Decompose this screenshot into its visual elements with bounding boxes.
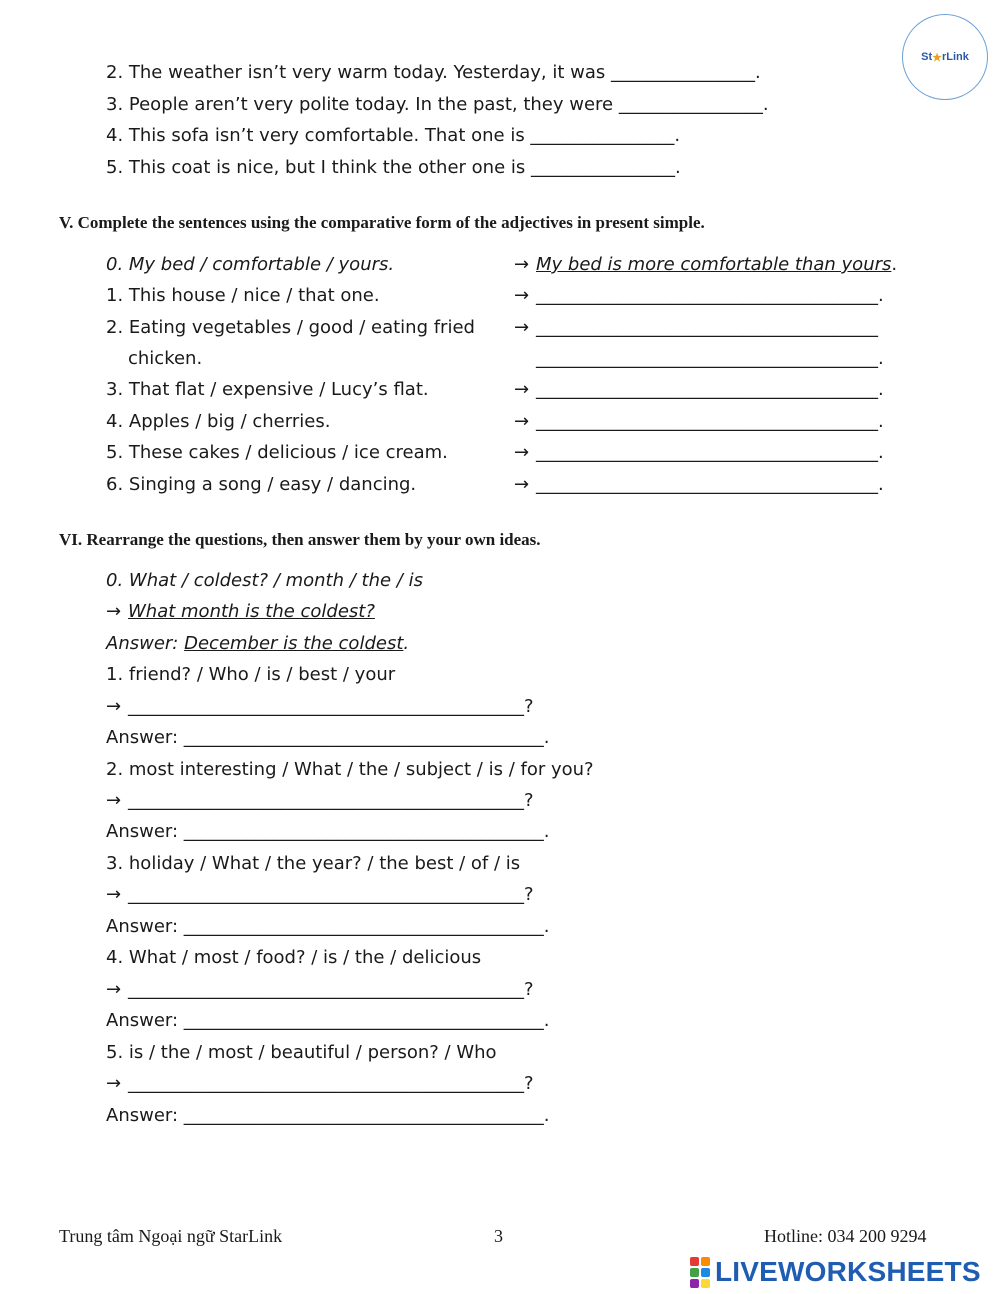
- arrow-icon: →: [514, 285, 530, 306]
- s6-answer-blank-2[interactable]: ________________________________________.: [183, 821, 550, 842]
- s5-prompt-1: 1. This house / nice / that one.: [106, 285, 380, 306]
- starlink-logo: [902, 14, 988, 100]
- arrow-icon: →: [106, 979, 122, 1000]
- s4-line-5: 5. This coat is nice, but I think the other one is ________________.: [106, 157, 681, 178]
- s4-line-2: 2. The weather isn’t very warm today. Yesterday, it was ________________.: [106, 62, 761, 83]
- liveworksheets-logo-icon: [690, 1257, 710, 1288]
- s4-line-4: 4. This sofa isn’t very comfortable. That one is ________________.: [106, 125, 681, 146]
- s6-question-4: [106, 979, 534, 1001]
- s6-question-2: [106, 790, 534, 812]
- s6-answer-blank-3[interactable]: ________________________________________.: [183, 916, 550, 937]
- s5-prompt-6: 6. Singing a song / easy / dancing.: [106, 474, 417, 495]
- s5-prompt-3: 3. That flat / expensive / Lucy’s flat.: [106, 379, 429, 400]
- s5-blank-3[interactable]: ______________________________________.: [536, 379, 884, 400]
- s6-answer-2: [106, 821, 550, 843]
- s5-answer-4: [514, 411, 884, 433]
- s6-prompt-3: 3. holiday / What / the year? / the best / of / is: [106, 853, 521, 874]
- s5-prompt-2-cont: chicken.: [128, 348, 203, 369]
- s5-blank-6[interactable]: ______________________________________.: [536, 474, 884, 495]
- s5-blank-2b[interactable]: ______________________________________.: [536, 348, 884, 369]
- arrow-icon: →: [106, 1073, 122, 1094]
- arrow-icon: →: [106, 601, 122, 622]
- s6-example-question: What month is the coldest?: [128, 601, 375, 622]
- s6-prompt-5: 5. is / the / most / beautiful / person? / Who: [106, 1042, 497, 1063]
- arrow-icon: →: [514, 254, 530, 275]
- s6-answer-1: [106, 727, 550, 749]
- s5-answer-3: [514, 379, 884, 401]
- s6-question-blank-1[interactable]: ____________________________________________?: [128, 696, 534, 717]
- s5-blank-1[interactable]: ______________________________________.: [536, 285, 884, 306]
- s6-answer-label-4: Answer:: [106, 1010, 179, 1031]
- footer-page-number: 3: [494, 1226, 503, 1246]
- s6-question-blank-3[interactable]: ____________________________________________?: [128, 884, 534, 905]
- logo-square: [690, 1279, 699, 1288]
- logo-square: [690, 1257, 699, 1266]
- logo-square: [701, 1268, 710, 1277]
- s6-question-blank-2[interactable]: ____________________________________________?: [128, 790, 534, 811]
- s5-blank-5[interactable]: ______________________________________.: [536, 442, 884, 463]
- arrow-icon: →: [514, 411, 530, 432]
- logo-square: [701, 1279, 710, 1288]
- s6-answer-label-3: Answer:: [106, 916, 179, 937]
- s6-example-answer-end: .: [403, 633, 410, 654]
- logo-square: [701, 1257, 710, 1266]
- s6-example-answer: December is the coldest: [184, 633, 404, 654]
- s6-prompt-4: 4. What / most / food? / is / the / delicious: [106, 947, 482, 968]
- s6-answer-4: [106, 1010, 550, 1032]
- s6-question-blank-5[interactable]: ____________________________________________?: [128, 1073, 534, 1094]
- s5-answer-6: [514, 474, 884, 496]
- s6-answer-label-1: Answer:: [106, 727, 179, 748]
- s6-example-prompt: 0. What / coldest? / month / the / is: [106, 570, 423, 591]
- logo-text-a: St: [921, 51, 933, 63]
- s6-example-question-line: [106, 601, 375, 623]
- liveworksheets-watermark: [690, 1256, 981, 1288]
- arrow-icon: →: [514, 379, 530, 400]
- s5-prompt-2: 2. Eating vegetables / good / eating fried: [106, 317, 475, 338]
- liveworksheets-text: LIVEWORKSHEETS: [715, 1256, 981, 1287]
- arrow-icon: →: [106, 696, 122, 717]
- logo-square: [690, 1268, 699, 1277]
- arrow-icon: →: [106, 884, 122, 905]
- s6-question-5: [106, 1073, 534, 1095]
- s6-answer-5: [106, 1105, 550, 1127]
- s6-question-blank-4[interactable]: ____________________________________________?: [128, 979, 534, 1000]
- s5-answer-2: [514, 317, 878, 339]
- s6-prompt-2: 2. most interesting / What / the / subject / is / for you?: [106, 759, 594, 780]
- s6-prompt-1: 1. friend? / Who / is / best / your: [106, 664, 396, 685]
- s4-line-3: 3. People aren’t very polite today. In the past, they were ________________.: [106, 94, 769, 115]
- section-vi-heading: VI. Rearrange the questions, then answer them by your own ideas.: [59, 530, 541, 549]
- s5-prompt-4: 4. Apples / big / cherries.: [106, 411, 331, 432]
- arrow-icon: →: [514, 442, 530, 463]
- footer-center-name: Trung tâm Ngoại ngữ StarLink: [59, 1226, 283, 1246]
- s6-answer-blank-1[interactable]: ________________________________________.: [183, 727, 550, 748]
- arrow-icon: →: [514, 474, 530, 495]
- s6-answer-blank-5[interactable]: ________________________________________.: [183, 1105, 550, 1126]
- s6-answer-blank-4[interactable]: ________________________________________.: [183, 1010, 550, 1031]
- s5-example-end: .: [891, 254, 898, 275]
- s6-example-answer-line: [106, 633, 409, 655]
- s5-example-answer: My bed is more comfortable than yours: [536, 254, 892, 275]
- arrow-icon: →: [514, 317, 530, 338]
- s6-question-3: [106, 884, 534, 906]
- s6-answer-3: [106, 916, 550, 938]
- s6-question-1: [106, 696, 534, 718]
- logo-star: ★: [932, 51, 942, 64]
- s5-answer-2-cont: [514, 348, 884, 370]
- s5-blank-2a[interactable]: ______________________________________: [536, 317, 878, 338]
- s6-answer-label-5: Answer:: [106, 1105, 179, 1126]
- s5-example-prompt: 0. My bed / comfortable / yours.: [106, 254, 395, 275]
- s5-blank-4[interactable]: ______________________________________.: [536, 411, 884, 432]
- s5-answer-1: [514, 285, 884, 307]
- footer-hotline: Hotline: 034 200 9294: [764, 1226, 927, 1246]
- s5-answer-5: [514, 442, 884, 464]
- s6-answer-label-2: Answer:: [106, 821, 179, 842]
- s5-prompt-5: 5. These cakes / delicious / ice cream.: [106, 442, 448, 463]
- arrow-icon: →: [106, 790, 122, 811]
- logo-text-b: rLink: [941, 51, 969, 63]
- section-v-heading: V. Complete the sentences using the comparative form of the adjectives in present simple.: [59, 213, 705, 232]
- s6-example-answer-label: Answer:: [106, 633, 179, 654]
- s5-example-answer-line: [514, 254, 897, 276]
